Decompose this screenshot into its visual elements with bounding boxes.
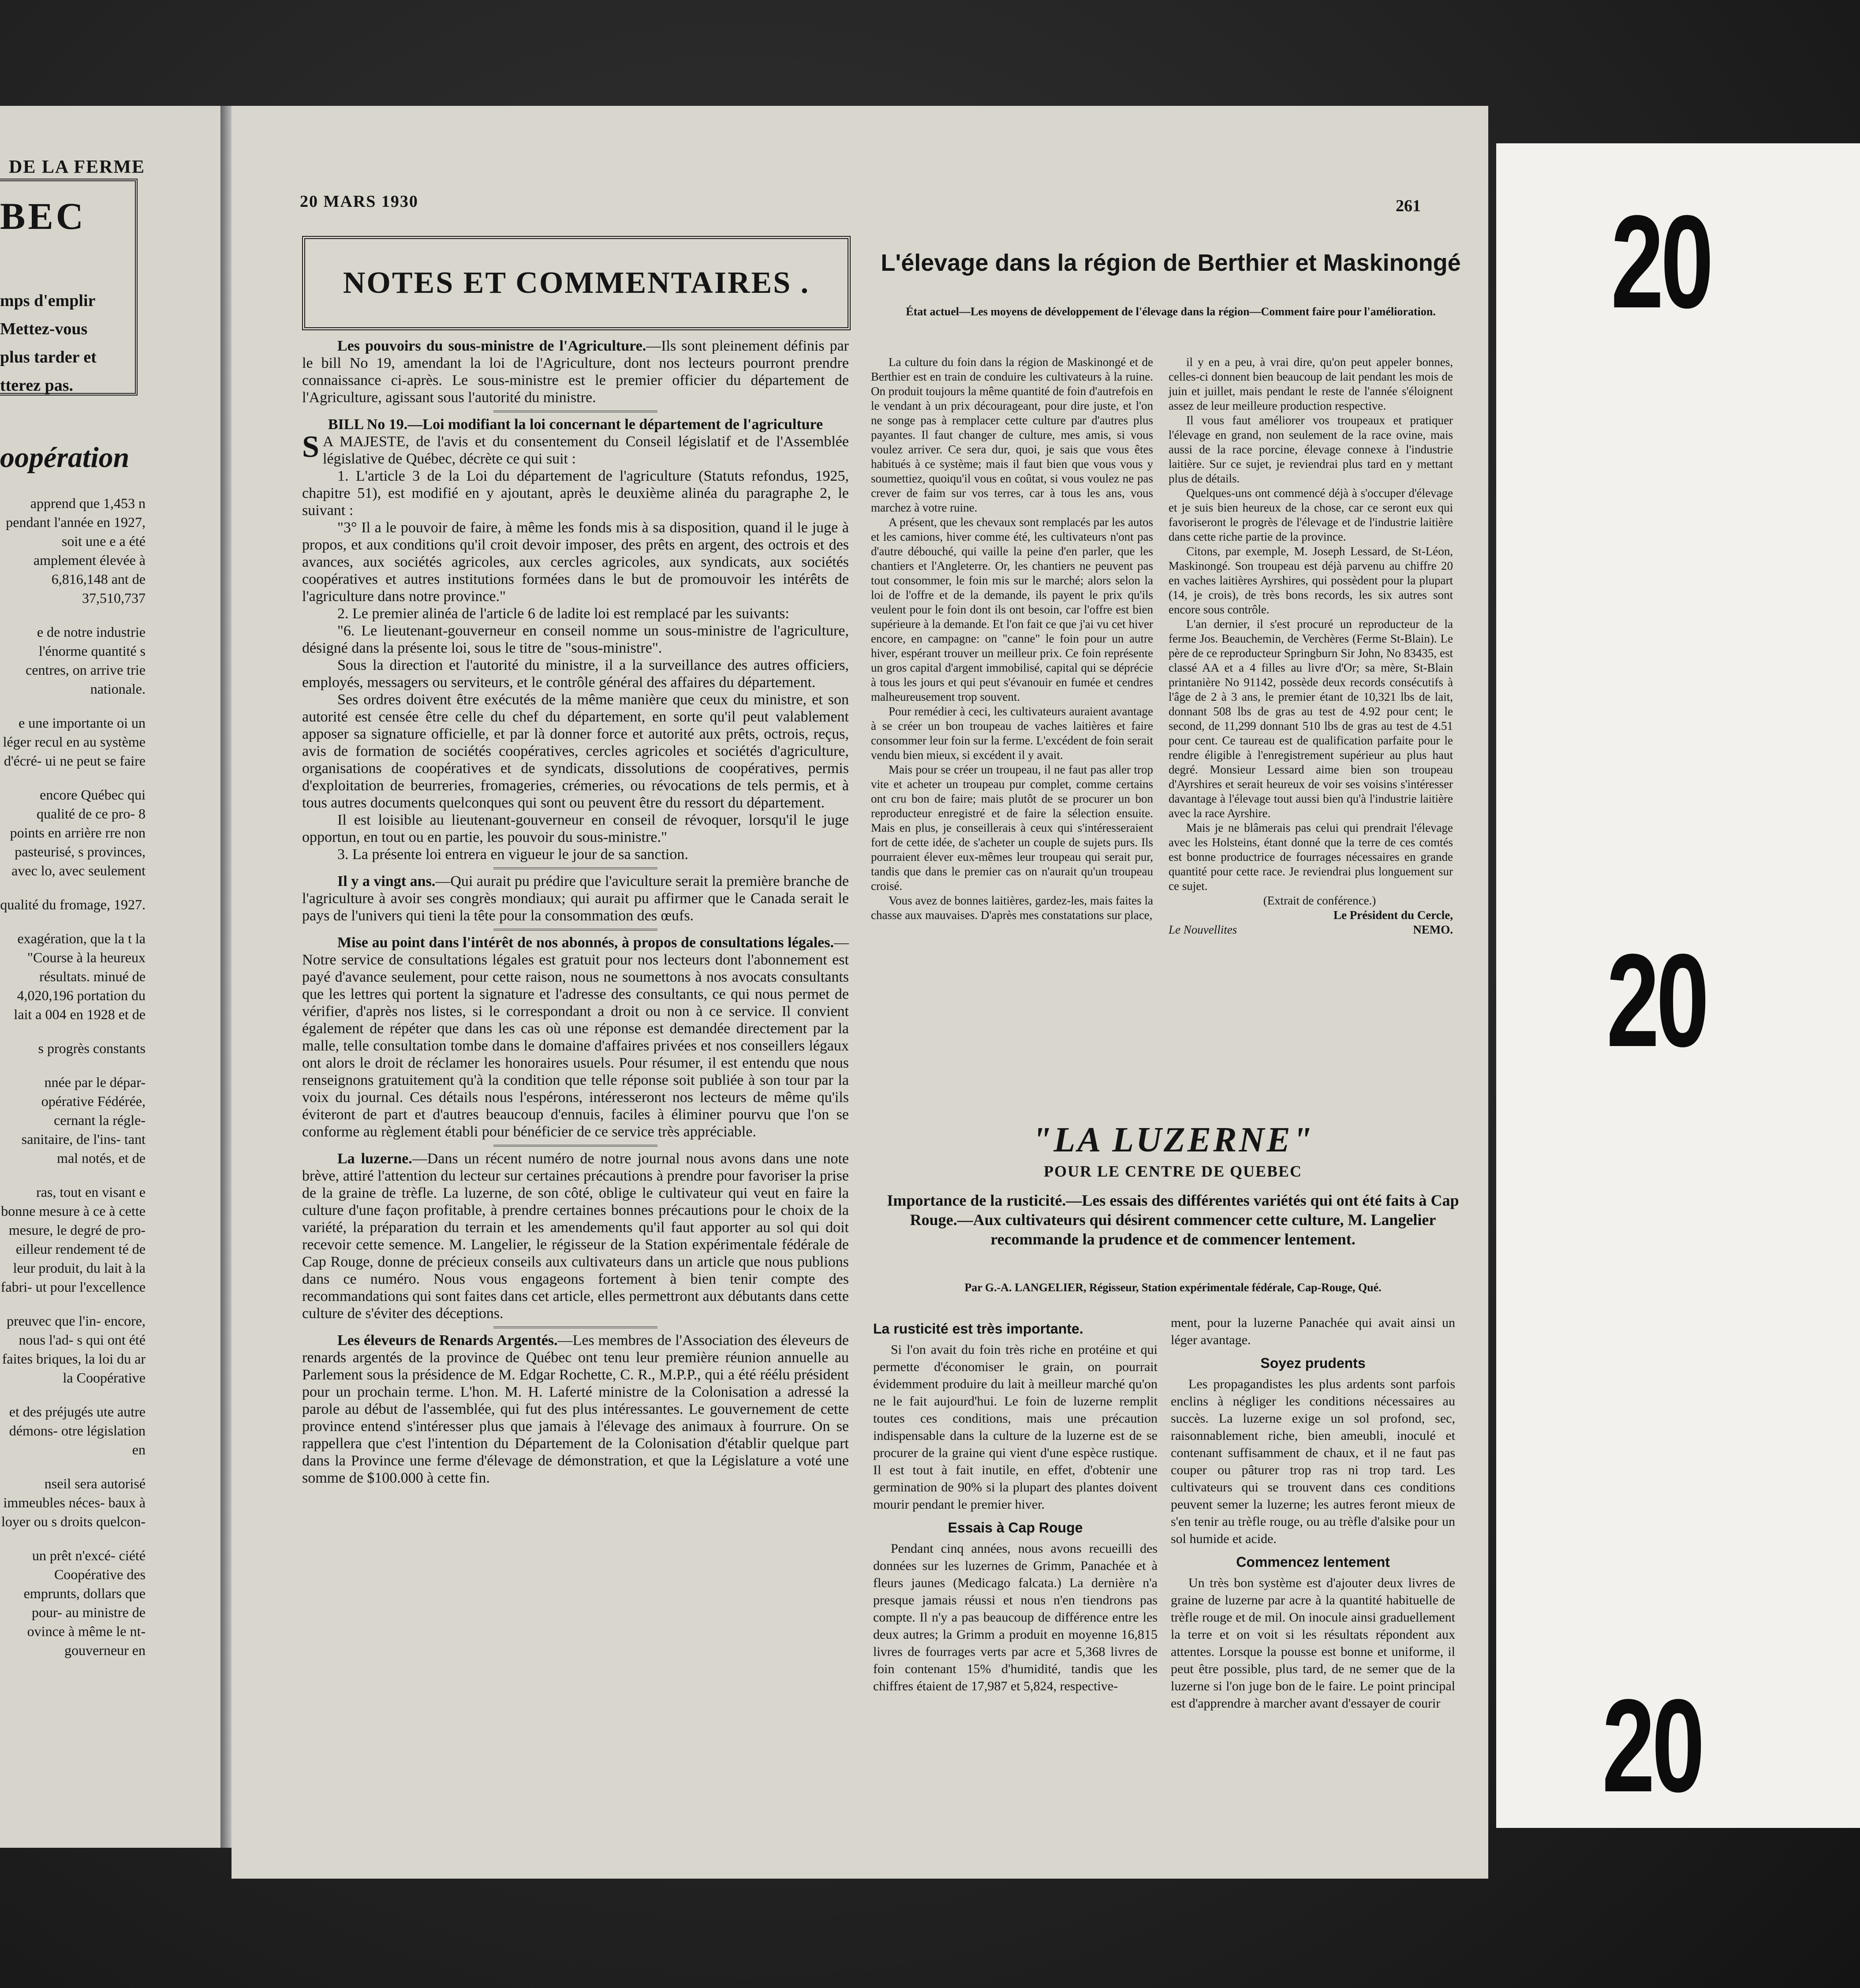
- luzerne-heading: Essais à Cap Rouge: [948, 1520, 1083, 1536]
- left-paragraph: exagération, que la t la "Course à la heureux résultats. minué de 4,020,196 portation du lait a 004 en 1928 et de: [14, 930, 146, 1022]
- bill-intro-text: A MAJESTE, de l'avis et du consentement du Conseil législatif et de l'Assemblée législative de Québec, décrète ce qui suit :: [322, 433, 849, 467]
- notes-title-box: [302, 236, 851, 330]
- bill-article: Ses ordres doivent être exécutés de la même manière que ceux du ministre, et son autorité est censée être celle du chef du département, en sorte qu'il peut valablement apposer sa signature officielle, et par là donner force et autorité aux prêts, octrois, reçus, avis de formation de sociétés coopératives, cercles agricoles et sociétés d'agriculture, organisations de coopératives et de syndicats, dissolutions de coopératives, permis d'exploitation de beurreries, fromageries, crémeries, ou révocations de tels permis, et à tous autres documents quelconques qui sont ou peuvent être du ressort du département.: [302, 691, 849, 811]
- drop-cap: S: [302, 430, 319, 464]
- left-paragraph: nseil sera autorisé immeubles néces- baux à loyer ou s droits quelcon-: [1, 1476, 146, 1529]
- luzerne-deck: Importance de la rusticité.—Les essais des différentes variétés qui ont été faits à Cap Rouge.—Aux cultivateurs qui désirent commencer cette culture, M. Langelier recommande la prudence et de commencer lentement.: [887, 1192, 1459, 1248]
- notes-body: —Ils sont pleinement définis par le bill No 19, amendant la loi de l'Agriculture, dont nos lecteurs pourront prendre connaissance ci-après. Le sous-ministre est le premier officier du département de l'Agriculture, agissant sous l'autorité du ministre.: [302, 338, 849, 406]
- elevage-source: Le Nouvellites: [1169, 923, 1237, 936]
- left-page-box-title: BEC: [0, 195, 86, 237]
- divider: [302, 1322, 849, 1332]
- left-paragraph: un prêt n'excé- ciété Coopérative des emprunts, dollars que pour- au ministre de ovince à même le nt-gouverneur en: [23, 1547, 146, 1658]
- box-line: plus tarder et: [0, 348, 97, 366]
- elevage-paragraph: La culture du foin dans la région de Maskinongé et de Berthier est en train de conduire les cultivateurs à la ruine. On produit toujours la même quantité de foin d'autrefois en le vendant à un prix décourageant, pour dire juste, et l'on ne songe pas à remplacer cette culture par d'autres plus payantes. Il faut changer de culture, mes amis, si vous voulez arriver. Ce sera dur, quoi, je sais que vous êtes habitués à ce système; mais il faut bien que vous vous y soumettiez, quoiqu'il vous en coûtat, si vous voulez ne pas crever de faim sur vos terres, car à tous les ans, vous marchez à votre ruine.: [871, 355, 1153, 514]
- elevage-title: L'élevage dans la région de Berthier et Maskinongé: [881, 250, 1461, 276]
- notes-body: —Les membres de l'Association des éleveurs de renards argentés de la province de Québec ont tenu leur première réunion annuelle au Parlement sous la présidence de M. Edgar Rochette, C. R., M.P.P., qui a été réélu président pour un prochain terme. L'hon. M. H. Laferté ministre de la Colonisation a adressé la parole au début de l'assemblée, qui fut des plus intéressantes. Le gouvernement de cette province entend s'intéresser plus que jamais à l'élevage des animaux à fourrure. On se rappellera que c'est l'intention du Département de la Colonisation d'établir quelque part dans la Province une ferme d'élevage de démonstration, et que la Législature a voté une somme de $100.000 à cette fin.: [302, 1332, 849, 1486]
- elevage-paragraph: A présent, que les chevaux sont remplacés par les autos et les camions, hiver comme été, les cultivateurs n'ont pas d'autre débouché, qui vaille la peine d'en parler, que les chantiers et l'Angleterre. Or, les chantiers ne peuvent pas tout consommer, le foin mis sur le marché; alors selon la loi de l'offre et de la demande, ils payent le prix qu'ils veulent pour le foin dont ils ont besoin, car l'offre est bien supérieure à la demande. Et l'on fait ce que j'ai vu cet hiver encore, en campagne: on "canne" le foin pour un autre hiver, espérant trouver un meilleur prix. Ce foin représente un gros capital d'argent immobilisé, capital qui se déprécie à tous les jours et qui peut s'évanouir en fumée et cendres malheureusement trop souvent.: [871, 516, 1153, 703]
- luzerne-title: "LA LUZERNE": [1032, 1121, 1314, 1159]
- elevage-column-b: [1169, 355, 1453, 937]
- left-paragraph: nnée par le dépar- opérative Fédérée, cernant la régle- sanitaire, de l'ins- tant mal notés, et de: [21, 1074, 146, 1166]
- page-number: 261: [1396, 197, 1421, 215]
- luzerne-heading: Soyez prudents: [1260, 1355, 1366, 1371]
- left-page-coop-heading: oopération: [0, 441, 130, 474]
- box-line: Mettez-vous: [0, 320, 88, 338]
- card-label: 20: [1611, 187, 1711, 336]
- left-paragraph: preuvec que l'in- encore, nous l'ad- s qui ont été faites briques, la loi du ar la Coopérative: [2, 1313, 146, 1386]
- elevage-paragraph: Vous avez de bonnes laitières, gardez-les, mais faites la chasse aux mauvaises. D'après mes constatations sur place,: [871, 894, 1153, 922]
- elevage-subtitle: État actuel—Les moyens de développement de l'élevage dans la région—Comment faire pour l'amélioration.: [906, 305, 1436, 318]
- divider: [302, 406, 849, 416]
- notes-paragraph: [302, 337, 849, 406]
- bill-article: 3. La présente loi entrera en vigueur le jour de sa sanction.: [337, 846, 688, 863]
- elevage-paragraph: Pour remédier à ceci, les cultivateurs auraient avantage à se créer un bon troupeau de vaches laitières et faire consommer leur foin sur la ferme. L'excédent de foin serait vendu bien mieux, si excédent il y avait.: [871, 705, 1153, 762]
- left-paragraph: ras, tout en visant e bonne mesure à ce à cette mesure, le degré de pro- eilleur rendement té de leur produit, du lait à la fabri- ut pour l'excellence: [0, 1184, 146, 1295]
- card-label: 20: [1602, 1671, 1702, 1820]
- left-page-text: [0, 494, 146, 1675]
- elevage-paragraph: Citons, par exemple, M. Joseph Lessard, de St-Léon, Maskinongé. Son troupeau est déjà parvenu au chiffre 20 en vaches laitières Ayrshires, qui possèdent pour la plupart (14, je crois), de très bons records, les six autres sont encore sous contrôle.: [1169, 545, 1453, 616]
- elevage-paragraph: Mais je ne blâmerais pas celui qui prendrait l'élevage avec les Holsteins, étant donné que la terre de ces comtés est bonne productrice de fourrages nécessaires en grande quantité pour cette race. Je reviendrai plus longuement sur ce sujet.: [1169, 821, 1453, 893]
- bill-intro: [302, 430, 849, 467]
- elevage-signature: Le Président du Cercle,: [1333, 908, 1453, 922]
- elevage-paragraph: Quelques-uns ont commencé déjà à s'occuper d'élevage et je suis bien heureux de la chose, car ce seront eux qui favoriseront le progrès de l'élevage et de l'industrie laitière dans cette riche partie de la province.: [1169, 486, 1453, 543]
- notes-paragraph: [302, 1332, 849, 1487]
- notes-body: —Dans un récent numéro de notre journal nous avons dans une note brève, attiré l'attention du lecteur sur certaines précautions à prendre pour favoriser la prise de la graine de trèfle. La luzerne, de son côté, oblige le cultivateur qui veut en faire la culture d'une façon profitable, à prendre certaines bonnes précautions pour le choix de la variété, la préparation du terrain et les amendements qu'il faut apporter au sol qui doit recevoir cette semence. M. Langelier, le régisseur de la Station expérimentale fédérale de Cap Rouge, donne de précieux conseils aux cultivateurs dans un article que nous publions dans ce numéro. Nous vous engageons fortement à bien tenir compte des recommandations qui sont faites dans cet article, elles permettront aux débutants dans cette culture de s'éviter des déceptions.: [302, 1151, 849, 1322]
- elevage-paragraph: L'an dernier, il s'est procuré un reproducteur de la ferme Jos. Beauchemin, de Verchères (Ferme St-Blain). Le père de ce reproducteur Springburn Sir John, No 83435, est classé AA et a 4 filles au livre d'Or; sa mère, St-Blain printanière No 91142, possède deux records consécutifs à l'âge de 2 à 3 ans, le premier étant de 10,321 lbs de lait, donnant 508 lbs de gras au test de 4.92 pour cent; le second, de 11,299 donnant 510 lbs de gras au test de 4.51 pour cent. Ce taureau est de qualification parfaite pour le rendre éligible à l'enregistrement supérieur au plus haut degré. Monsieur Lessard aime bien son troupeau d'Ayrshires et serait heureux de voir ses voisins s'intéresser davantage à l'élevage tout aussi bien qu'à l'industrie laitière avec la race Ayrshire.: [1169, 617, 1453, 820]
- elevage-paragraph: il y en a peu, à vrai dire, qu'on peut appeler bonnes, celles-ci donnent bien beaucoup de lait pendant les mois de juin et juillet, mais pendant le reste de l'année s'éloignent assez de leur meilleure production respective.: [1169, 355, 1453, 412]
- luzerne-paragraph: Si l'on avait du foin très riche en protéine et qui permette d'économiser le grain, on pourrait évidemment produire du lait à meilleur marché qu'on ne le fait aujourd'hui. Le foin de luzerne remplit toutes ces conditions, mais une précaution indispensable dans la culture de la luzerne est de se procurer de la graine qui vient d'une espèce rustique. Il est tout à fait inutile, en effet, d'obtenir une germination de 90% si la plupart des plantes doivent mourir pendant le premier hiver.: [873, 1342, 1158, 1512]
- luzerne-column-b: [1171, 1314, 1455, 1712]
- box-line: tterez pas.: [0, 376, 74, 395]
- divider: [302, 863, 849, 873]
- left-paragraph: apprend que 1,453 n pendant l'année en 1927, soit une e a été amplement élevée à 6,816,148 ant de 37,510,737: [6, 495, 146, 606]
- luzerne-heading: La rusticité est très importante.: [873, 1321, 1083, 1337]
- bill-quote: "3° Il a le pouvoir de faire, à même les fonds mis à sa disposition, quand il le juge à propos, et aux conditions qu'il croit devoir imposer, des prêts en argent, des octrois et des avances, aux sociétés agricoles, aux cercles agricoles, aux syndicats, aux sociétés coopératives et autres institutions formées dans le but de promouvoir les intérêts de l'agriculture dans notre province.": [302, 519, 849, 605]
- card-label: 20: [1606, 926, 1706, 1074]
- luzerne-paragraph: ment, pour la luzerne Panachée qui avait ainsi un léger avantage.: [1171, 1315, 1455, 1347]
- luzerne-column-a: [873, 1314, 1158, 1695]
- elevage-extract-note: (Extrait de conférence.): [1263, 894, 1376, 907]
- notes-column: [302, 337, 849, 1487]
- luzerne-paragraph: Pendant cinq années, nous avons recueilli des données sur les luzernes de Grimm, Panachée et à fleurs jaunes (Medicago falcata.) La dernière n'a presque jamais réussi et nous n'en tiendrons pas compte. Il n'y a pas beaucoup de différence entre les deux autres; la Grimm a produit en moyenne 16,815 livres de fourrages verts par acre et 5,368 livres de foin contenant 15% d'humidité, tandis que les chiffres étaient de 17,987 et 5,824, respective-: [873, 1541, 1158, 1693]
- elevage-paragraph: Mais pour se créer un troupeau, il ne faut pas aller trop vite et acheter un troupeau pur complet, comme certains ont cru bon de faire; mais plutôt de se procurer un bon reproducteur enregistré et de faire la sélection ensuite. Mais en plus, je conseillerais à ceux qui s'intéresseraient fort de cette idée, de s'acheter un couple de sujets purs. Ils pourraient élever eux-mêmes leur troupeau qui serait pur, tandis que dans le premier cas on n'aurait qu'un troupeau croisé.: [871, 763, 1153, 893]
- elevage-author: NEMO.: [1413, 923, 1453, 936]
- luzerne-heading: Commencez lentement: [1236, 1554, 1390, 1570]
- notes-paragraph: [302, 1150, 849, 1322]
- bill-article: Il est loisible au lieutenant-gouverneur en conseil de révoquer, lorsqu'il le juge opportun, en tout ou en partie, les pouvoir du sous-ministre.": [302, 812, 849, 845]
- notes-heading: La luzerne.: [337, 1151, 412, 1167]
- left-page-header: DE LA FERME: [9, 157, 146, 177]
- page-gutter: [220, 106, 232, 1848]
- divider: [302, 924, 849, 934]
- luzerne-byline: Par G.-A. LANGELIER, Régisseur, Station expérimentale fédérale, Cap-Rouge, Qué.: [964, 1281, 1382, 1294]
- divider: [302, 1140, 849, 1150]
- bill-title: BILL No 19.—Loi modifiant la loi concernant le département de l'agriculture: [328, 416, 823, 433]
- elevage-footer: [1169, 923, 1453, 937]
- notes-heading: Les pouvoirs du sous-ministre de l'Agriculture.: [337, 338, 646, 354]
- notes-paragraph: [302, 873, 849, 924]
- bill-article: 2. Le premier alinéa de l'article 6 de ladite loi est remplacé par les suivants:: [337, 605, 789, 622]
- elevage-paragraph: Il vous faut améliorer vos troupeaux et pratiquer l'élevage en grand, non seulement de la race ovine, mais aussi de la race porcine, élevage connexe à l'industrie laitière. Sur ce sujet, je reviendrai plus tard en y mettant plus de détails.: [1169, 414, 1453, 485]
- main-page: [232, 106, 1488, 1879]
- luzerne-subtitle: POUR LE CENTRE DE QUEBEC: [1043, 1162, 1303, 1180]
- index-card: [1496, 143, 1860, 1828]
- left-paragraph: encore Québec qui qualité de ce pro- 8 points en arrière rre non pasteurisé, s provinces, avec lo, avec seulement: [10, 787, 146, 878]
- notes-heading: Mise au point dans l'intérêt de nos abonnés, à propos de consultations légales.: [337, 934, 834, 951]
- luzerne-paragraph: Les propagandistes les plus ardents sont parfois enclins à négliger les conditions nécessaires au succès. La luzerne exige un sol profond, sec, raisonnablement riche, bien ameubli, inoculé et contenant suffisamment de chaux, et il ne faut pas couper ou pâturer trop ras ni trop tard. Les cultivateurs qui se trouvent dans ces conditions peuvent semer la luzerne; les autres feront mieux de s'en tenir au trèfle rouge, ou au trèfle d'alsike pour un sol humide et acide.: [1171, 1377, 1455, 1546]
- bill-article: 1. L'article 3 de la Loi du département de l'agriculture (Statuts refondus, 1925, chapitre 51), est modifié en y ajoutant, après le deuxième alinéa du paragraphe 2, le suivant :: [302, 468, 849, 519]
- box-line: mps d'emplir: [0, 291, 96, 310]
- notes-heading: Les éleveurs de Renards Argentés.: [337, 1332, 558, 1349]
- luzerne-paragraph: Un très bon système est d'ajouter deux livres de graine de luzerne par acre à la quantité habituelle de trèfle rouge et de mil. On inocule ainsi graduellement la terre et on voit si les résultats répondent aux attentes. Lorsque la pousse est bonne et uniforme, il peut être possible, plus tard, de ne semer que de la luzerne si l'on juge bon de le faire. Le point principal est d'apprendre à marcher avant d'essayer de courir: [1171, 1576, 1455, 1711]
- notes-title: NOTES ET COMMENTAIRES .: [343, 266, 810, 300]
- left-paragraph: et des préjugés ute autre démons- otre législation en: [9, 1404, 146, 1457]
- left-page-box-lines: [0, 287, 132, 400]
- bill-article: "6. Le lieutenant-gouverneur en conseil nomme un sous-ministre de l'agriculture, désigné dans la présente loi, sous le titre de "sous-ministre".: [302, 623, 849, 656]
- left-paragraph: e de notre industrie l'énorme quantité s centres, on arrive trie nationale.: [26, 624, 146, 697]
- left-paragraph: s progrès constants: [38, 1040, 146, 1056]
- bill-article: Sous la direction et l'autorité du ministre, il a la surveillance des autres officiers, employés, messagers ou serviteurs, et le contrôle général des affaires du département.: [302, 657, 849, 691]
- left-page: [0, 106, 228, 1848]
- elevage-column-a: [871, 355, 1153, 923]
- notes-paragraph: [302, 934, 849, 1140]
- left-paragraph: e une importante oi un léger recul en au système d'écré- ui ne peut se faire: [3, 715, 146, 769]
- notes-body: —Notre service de consultations légales est gratuit pour nos lecteurs dont l'abonnement est payé d'avance seulement, pour cette raison, nous ne soumettons à nos avocats consultants que les lettres qui portent la signature et l'adresse des consultants, ce qui nous permet de vérifier, d'après nos listes, si le correspondant a droit ou non à ce service. Il convient également de répéter que dans les cas où une réponse est demandée directement par la malle, telle consultation tombe dans le domaine d'affaires privées et nos conseillers légaux ont alors le droit de réclamer les honoraires usuels. Pour résumer, il est entendu que nous renseignons gratuitement qu'à la condition que telle réponse soit publiée à son tour par la voix du journal. Ces détails nous l'espérons, intéresseront nos lecteurs de même qu'ils éviteront de part et d'autres beaucoup d'ennuis, faciles à éliminer pourvu que l'on se conforme au règlement établi pour bénéficier de ce service très appréciable.: [302, 934, 849, 1140]
- page-date: 20 MARS 1930: [300, 192, 418, 211]
- left-paragraph: qualité du fromage, 1927.: [0, 897, 146, 912]
- notes-body: —Qui aurait pu prédire que l'aviculture serait la première branche de l'agriculture à avoir ses congrès mondiaux; qui aurait pu affirmer que le Canada serait le pays de l'univers qui tieni la tête pour la consommation des œufs.: [302, 873, 849, 924]
- notes-heading: Il y a vingt ans.: [337, 873, 436, 889]
